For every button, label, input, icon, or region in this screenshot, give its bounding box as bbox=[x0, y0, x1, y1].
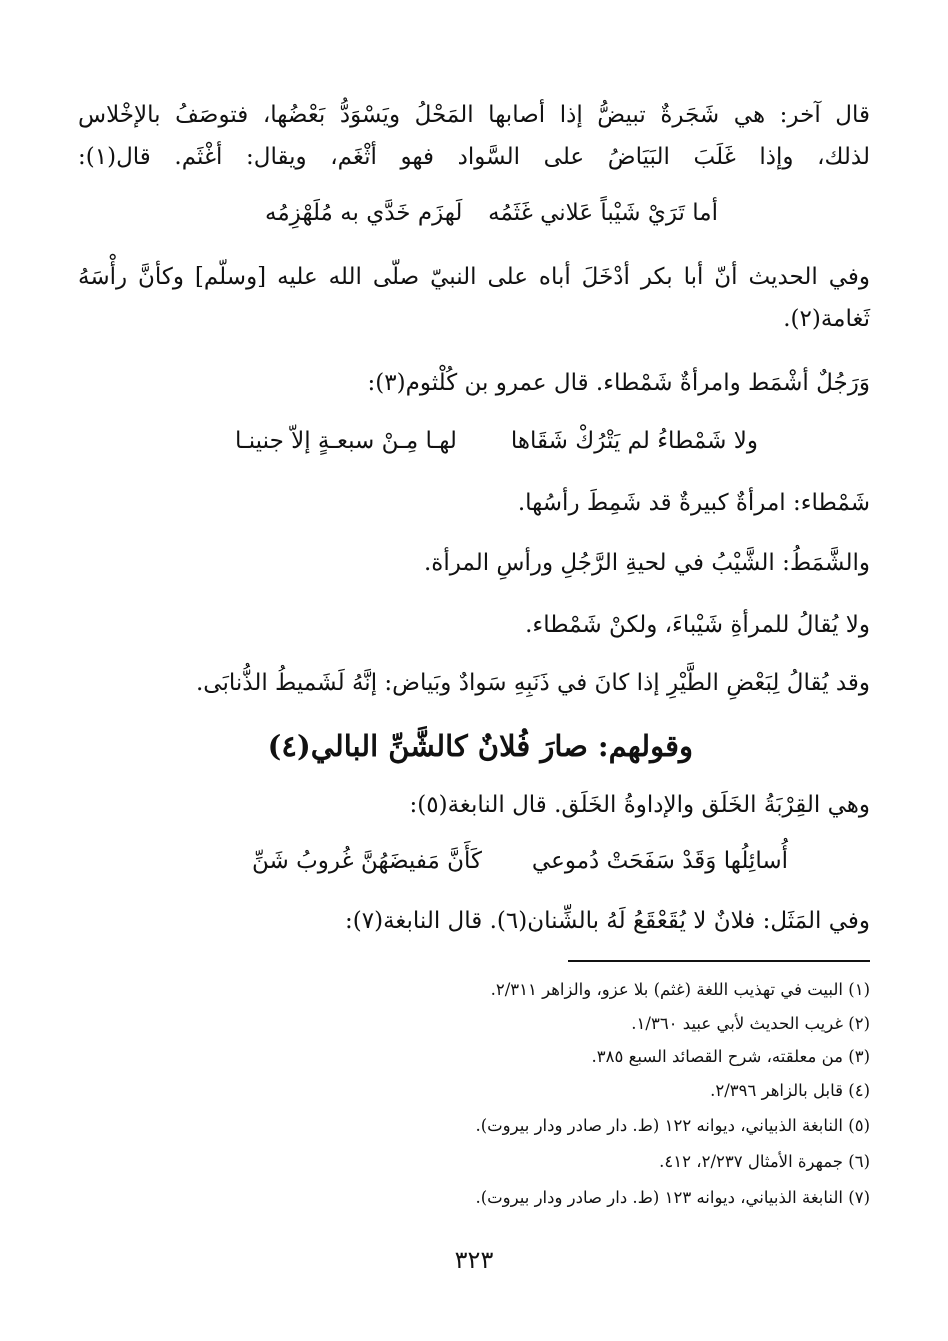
verse-3-second-hemistich: كَأَنَّ مَفيضَهُنَّ غُروبُ شَنِّ bbox=[252, 848, 482, 874]
verse-2-second-hemistich: لهـا مِـنْ سبعـةٍ إلاّ جنينـا bbox=[235, 428, 457, 454]
paragraph-4: شَمْطاء: امرأةٌ كبيرةٌ قد شَمِطَ رأسُها. bbox=[517, 490, 870, 516]
footnote-3: (٣) من معلقته، شرح القصائد السبع ٣٨٥. bbox=[591, 1047, 870, 1066]
paragraph-1-line-1: قال آخر: هي شَجَرةٌ تبيضُّ إذا أصابها المَحْلُ ويَسْوَدُّ بَعْضُها، فتوصَفُ بالإخْلاس bbox=[78, 102, 870, 128]
paragraph-7: وقد يُقالُ لِبَعْضِ الطَّيْرِ إذا كانَ في ذَنَبِهِ سَوادٌ وبَياض: إنَّهُ لَشَميطُ الذُّنابَى. bbox=[195, 670, 870, 696]
verse-2-first-hemistich: ولا شَمْطاءُ لم يَتْرُكْ شَقَاها bbox=[510, 428, 758, 454]
paragraph-3: وَرَجُلٌ أشْمَط وامرأةٌ شَمْطاء. قال عمرو بن كُلْثوم(٣): bbox=[367, 370, 870, 396]
paragraph-5: والشَّمَطُ: الشَّيْبُ في لحيةِ الرَّجُلِ ورأسِ المرأة. bbox=[423, 550, 870, 576]
paragraph-9: وفي المَثَل: فلانٌ لا يُقَعْقَعُ لَهُ بالشِّنان(٦). قال النابغة(٧): bbox=[345, 908, 870, 934]
footnote-4: (٤) قابل بالزاهر ٢/٣٩٦. bbox=[710, 1081, 870, 1100]
page-number: ٣٢٣ bbox=[454, 1246, 494, 1274]
section-heading: وقولهم: صارَ فُلانٌ كالشَّنِّ البالي(٤) bbox=[267, 729, 693, 763]
footnote-separator bbox=[568, 960, 870, 962]
footnote-1: (١) البيت في تهذيب اللغة (غثم) بلا عزو، والزاهر ٢/٣١١. bbox=[490, 980, 870, 999]
verse-3-first-hemistich: أُسائِلُها وَقَدْ سَفَحَتْ دُموعي bbox=[531, 848, 788, 874]
footnote-2: (٢) غريب الحديث لأبي عبيد ١/٣٦٠. bbox=[631, 1014, 870, 1033]
footnote-5: (٥) النابغة الذبياني، ديوانه ١٢٢ (ط. دار صادر ودار بيروت). bbox=[475, 1116, 870, 1135]
footnote-7: (٧) النابغة الذبياني، ديوانه ١٢٣ (ط. دار صادر ودار بيروت). bbox=[475, 1188, 870, 1207]
paragraph-2-line-1: وفي الحديث أنّ أبا بكر أدْخَلَ أباه على النبيّ صلّى الله عليه [وسلّم] وكأنَّ رأْسَهُ bbox=[78, 264, 870, 290]
footnote-6: (٦) جمهرة الأمثال ٢/٢٣٧، ٤١٢. bbox=[659, 1152, 870, 1171]
verse-1-second-hemistich: لَهزَم خَدَّي به مُلَهْزِمُه bbox=[265, 200, 463, 226]
paragraph-1-line-2: لذلك، وإذا غَلَبَ البَيَاضُ على السَّواد فهو أثْغَم، ويقال: أغْثَم. قال(١): bbox=[78, 144, 870, 170]
paragraph-2-line-2: ثَغامة(٢). bbox=[783, 306, 870, 332]
paragraph-6: ولا يُقالُ للمرأةِ شَيْباءَ، ولكنْ شَمْطاء. bbox=[525, 612, 870, 638]
verse-1-first-hemistich: أما تَرَيْ شَيْباً عَلاني غَثَمُه bbox=[488, 200, 718, 226]
paragraph-8: وهي القِرْبَةُ الخَلَق والإداوةُ الخَلَق. قال النابغة(٥): bbox=[409, 792, 870, 818]
